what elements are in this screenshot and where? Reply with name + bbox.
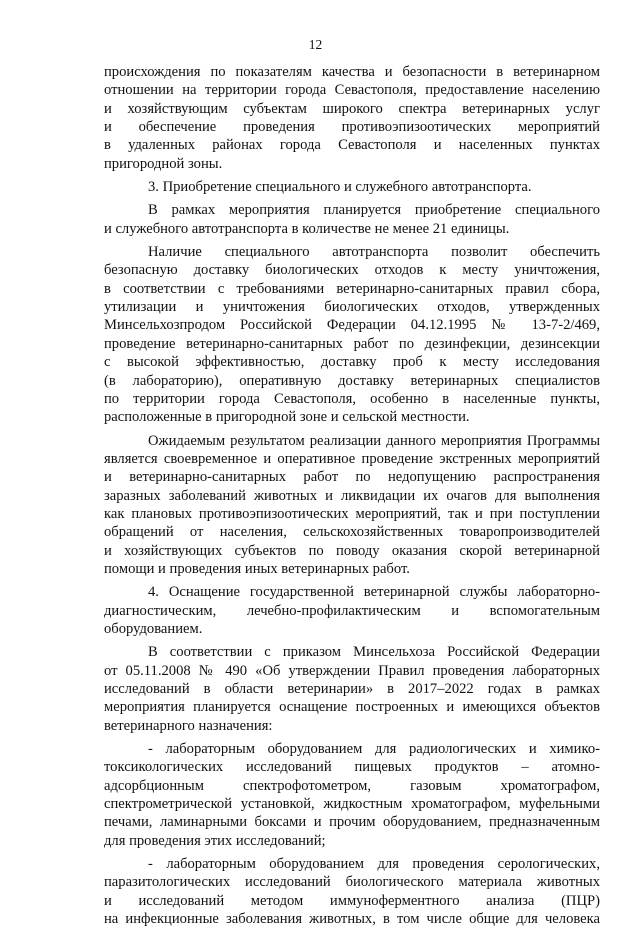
text-line: оборудованием. <box>104 620 203 637</box>
paragraph <box>104 740 600 850</box>
text-line: 4. Оснащение государственной ветеринарной службы лабораторно- <box>148 584 600 601</box>
text-line: утилизации и уничтожения биологических отходов, утвержденных <box>104 299 600 316</box>
text-line: в удаленных районах города Севастополя и населенных пунктах <box>104 137 600 154</box>
text-line: отношении на территории города Севастополя, предоставление населению <box>104 82 600 99</box>
text-line: от 05.11.2008 № 490 «Об утверждении Правил проведения лабораторных <box>104 662 600 679</box>
text-line: - лабораторным оборудованием для радиологических и химико- <box>148 741 600 758</box>
text-line: пригородной зоны. <box>104 155 223 172</box>
text-line: по территории города Севастополя, особенно в населенные пункты, <box>104 390 600 407</box>
text-line: заразных заболеваний животных и ликвидации их очагов для выполнения <box>104 487 600 504</box>
text-line: безопасную доставку биологических отходов к месту уничтожения, <box>104 262 600 279</box>
text-line: В рамках мероприятия планируется приобретение специального <box>148 202 600 219</box>
document-body <box>104 63 600 933</box>
paragraph <box>104 432 600 579</box>
text-line: паразитологических исследований биологического материала животных <box>104 874 600 891</box>
text-line: как плановых противоэпизоотических мероприятий, так и при поступлении <box>104 505 600 522</box>
text-line: 3. Приобретение специального и служебного автотранспорта. <box>148 179 532 196</box>
text-line: в соответствии с требованиями ветеринарно-санитарных правил сбора, <box>104 280 600 297</box>
text-line: и исследований методом иммуноферментного анализа (ПЦР) <box>104 892 600 909</box>
text-line: токсикологических исследований пищевых продуктов – атомно- <box>104 759 600 776</box>
text-line: и ветеринарно-санитарных работ по недопущению распространения <box>104 469 600 486</box>
text-line: спектрометрической установкой, жидкостным хроматографом, муфельными <box>104 796 600 813</box>
text-line: расположенные в пригородной зоне и сельской местности. <box>104 409 470 426</box>
text-line: Ожидаемым результатом реализации данного мероприятия Программы <box>148 432 600 449</box>
text-line: для проведения этих исследований; <box>104 832 326 849</box>
text-line: В соответствии с приказом Минсельхоза Российской Федерации <box>148 644 600 661</box>
text-line: и хозяйствующих субъектов по поводу оказания скорой ветеринарной <box>104 542 600 559</box>
text-line: и обеспечение проведения противоэпизоотических мероприятий <box>104 119 600 136</box>
text-line: печами, ламинарными боксами и прочим оборудованием, предназначенным <box>104 814 600 831</box>
text-line: происхождения по показателям качества и безопасности в ветеринарном <box>104 64 600 80</box>
text-line: (в лабораторию), оперативную доставку ветеринарных специалистов <box>104 372 600 389</box>
paragraph <box>104 643 600 735</box>
page-number: 12 <box>308 37 323 52</box>
paragraph <box>104 63 600 173</box>
text-line: адсорбционным спектрофотометром, газовым хроматографом, <box>104 777 600 794</box>
paragraph <box>104 243 600 426</box>
text-line: диагностическим, лечебно-профилактическим и вспомогательным <box>104 602 600 619</box>
text-line: исследований в области ветеринарии» в 2017–2022 годах в рамках <box>104 681 600 697</box>
paragraph <box>104 583 600 638</box>
paragraph <box>104 178 600 196</box>
text-line: обращений от населения, сельскохозяйственных товаропроизводителей <box>104 524 600 541</box>
text-line: Наличие специального автотранспорта позволит обеспечить <box>148 244 600 261</box>
paragraph <box>104 201 600 238</box>
text-line: ветеринарного назначения: <box>104 717 273 734</box>
text-line: помощи и проведения иных ветеринарных работ. <box>104 560 410 577</box>
text-line: является своевременное и оперативное проведение экстренных мероприятий <box>104 450 600 467</box>
text-line: - лабораторным оборудованием для проведения серологических, <box>148 856 600 873</box>
text-line: и хозяйствующим субъектам широкого спектра ветеринарных услуг <box>104 100 600 117</box>
text-line: с высокой эффективностью, доставку проб к месту исследования <box>104 354 600 371</box>
text-line: на инфекционные заболевания животных, в том числе общие для человека <box>104 911 600 928</box>
paragraph <box>104 855 600 928</box>
text-line: Минсельхозпродом Российской Федерации 04.12.1995 № 13-7-2/469, <box>104 317 600 334</box>
text-line: и служебного автотранспорта в количестве не менее 21 единицы. <box>104 220 510 237</box>
text-line: проведение ветеринарно-санитарных работ по дезинфекции, дезинсекции <box>104 335 600 352</box>
text-line: мероприятия планируется оснащение построенных и имеющихся объектов <box>104 699 600 716</box>
